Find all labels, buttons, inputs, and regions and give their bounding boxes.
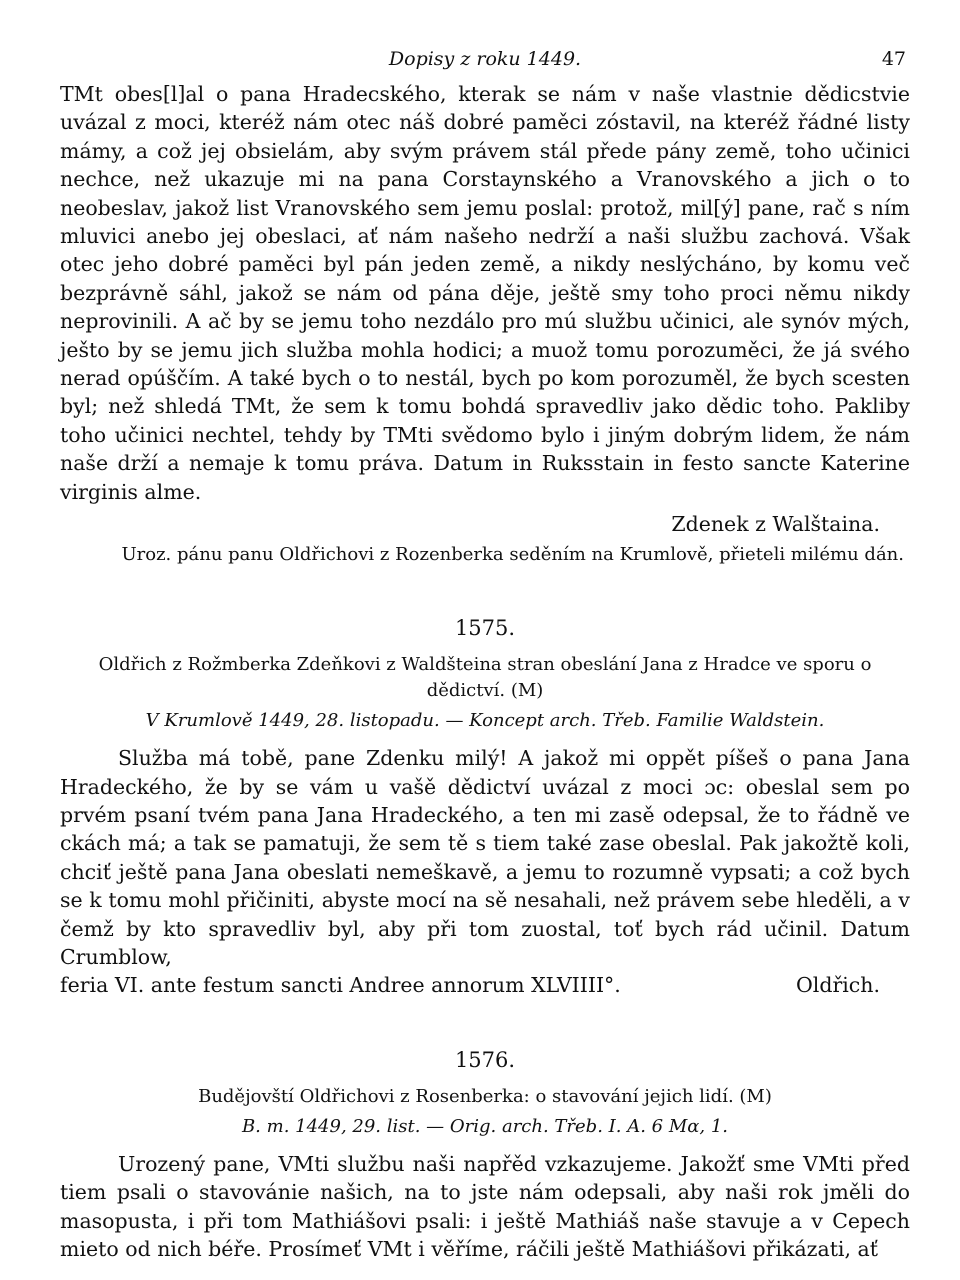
letter-1575-signature: Oldřich. xyxy=(795,973,880,998)
letter-1575-body: Služba má tobě, pane Zdenku milý! A jakož mi oppět píšeš o pana Jana Hradeckého, že by se vám u vašě dědictví uvázal z moci ɔc: obeslal sem po prvém psaní tvém pana Jana Hradeckého, a ten mi zasě odepsal, že to řádně ve ckách má; a tak se pamatuji, že sem tě s tiem také zase obeslal. Pak jakožtě koli, chciť ještě pana Jana obeslati nemeškavě, a jemu to rozumně vypsati; a což bych se k tomu mohl přičiniti, abyste mocí na sě nesahali, než právem sebe hleděli, a v čemž by kto spravedliv byl, aby při tom zuostal, toť bych rád učinil. Datum Crumblow, xyxy=(60,746,910,969)
letter-1574-body: TMt obes[l]al o pana Hradecského, kterak se nám v naše vlastnie dědicstvie uvázal z moci, kteréž nám otec náš dobré paměci zóstavil, na kteréž řádné listy mámy, a což jej obsielám, aby svým právem stál přede pány země, toho učinici nechce, než ukazuje mi na pana Corstaynského a Vranovského a jich o to neobeslav, jakož list Vranovského sem jemu poslal: protož, mil[ý] pane, rač s ním mluvici anebo jej obeslaci, ať nám našeho nedrží a naši službu zachová. Však otec jeho dobré paměci byl pán jeden země, a nikdy neslýcháno, by komu več bezprávně sáhl, jakož se nám od pána děje, ještě smy toho proci němu nikdy neprovinili. A ač by se jemu toho nezdálo pro mú službu učinici, ale synóv mých, ješto by se jemu jich služba mohla hodici; a muož tomu porozuměci, že já svého nerad opúščím. A také bych o to nestál, bych po kom porozuměl, že bych scesten byl; než shledá TMt, že sem k tomu bohdá spravedliv jako dědic toho. Pakliby toho učinici nechtel, tehdy by TMti svědomo bylo i jiným dobrým lidem, že nám naše drží a nemaje k tomu práva. Datum in Ruksstain in festo sancte Katerine virginis alme. xyxy=(60,82,910,504)
letter-1575-summary: Oldřich z Rožmberka Zdeňkovi z Waldšteina stran obeslání Jana z Hradce ve sporu o dědictví. (M) xyxy=(98,654,872,702)
letter-1576-summary: Budějovští Oldřichovi z Rosenberka: o stavování jejich lidí. (M) xyxy=(198,1085,772,1107)
letter-1575-closing: feria VI. ante festum sancti Andree annorum XLVIIII°. xyxy=(60,973,621,998)
letter-1576-source: B. m. 1449, 29. list. — Orig. arch. Třeb. I. A. 6 Mα, 1. xyxy=(241,1115,729,1137)
letter-1574-signature: Zdenek z Walštaina. xyxy=(671,512,880,537)
letter-1576-number: 1576. xyxy=(454,1047,516,1072)
letter-1576-body: Urozený pane, VMti službu naši napřěd vzkazujeme. Jakožť sme VMti před tiem psali o stavovánie našich, na to jste nám odepsali, aby naši rok jměli do masopusta, i při tom Mathiášovi psali: i ještě Mathiáš naše stavuje a v Cepech mieto od nich béře. Prosímeť VMt i věříme, ráčili ještě Mathiášovi přikázati, ať xyxy=(60,1151,910,1261)
page-number: 47 xyxy=(881,48,906,70)
letter-1574-address: Uroz. pánu panu Oldřichovi z Rozenberka seděním na Krumlově, přieteli milému dán. xyxy=(121,544,904,566)
letter-1575-closing-line xyxy=(60,971,910,999)
running-title: Dopisy z roku 1449. xyxy=(388,48,582,70)
letter-1575-number: 1575. xyxy=(454,616,516,641)
page-header xyxy=(60,40,910,80)
letter-1575-source: V Krumlově 1449, 28. listopadu. — Koncept arch. Třeb. Familie Waldstein. xyxy=(145,710,825,732)
page xyxy=(60,40,910,1263)
